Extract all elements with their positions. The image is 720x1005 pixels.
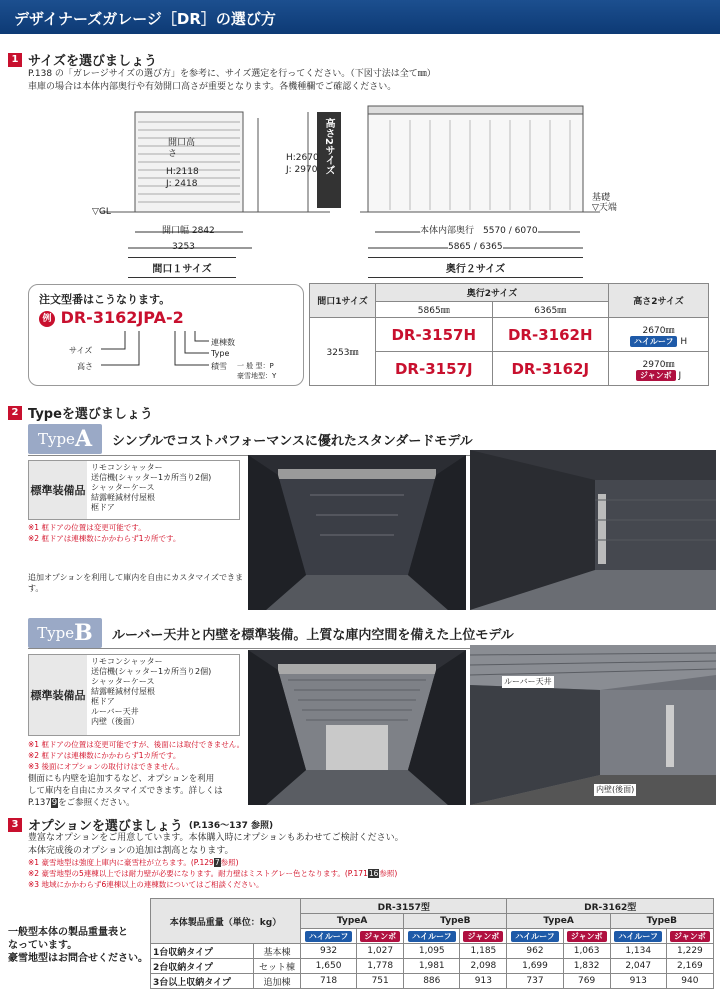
hiroof-badge: ハイルーフ	[305, 931, 353, 942]
model-3157h: DR-3157H	[376, 318, 493, 352]
model-3162h: DR-3162H	[492, 318, 609, 352]
std-label: 標準装備品	[29, 655, 87, 735]
typeA-col: TypeA	[301, 914, 404, 929]
cell: 1,027	[357, 944, 404, 959]
section-heading: Typeを選びましょう	[28, 407, 153, 422]
order-label-general: 一 般 型：P	[237, 362, 274, 370]
cell: 718	[301, 974, 357, 989]
typeA-col: TypeA	[507, 914, 610, 929]
row-kind: 追加棟	[253, 974, 300, 989]
typeB-text3-end: をご参照ください。	[58, 798, 135, 808]
typeB-tag-word: Type	[37, 624, 75, 642]
height-2-code: J	[678, 370, 682, 381]
typeA-text: 追加オプションを利用して庫内を自由にカスタマイズできます。	[28, 573, 244, 593]
cell: 2,169	[666, 959, 713, 974]
page-title: デザイナーズガレージ［DR］の選び方	[14, 10, 276, 28]
section3-note1-text: ※1 豪雪地型は強度上庫内に豪雪柱が立ちます。(P.129	[28, 858, 214, 867]
typeB-col: TypeB	[404, 914, 507, 929]
section3-note3: ※3 地域にかかわらず6連棟以上の連棟数についてはご相談ください。	[28, 880, 264, 889]
height2-label: 高さ2サイズ	[323, 118, 334, 175]
inner-wall-label: 内壁(後面)	[596, 785, 635, 794]
order-title: 注文型番はこうなります。	[39, 293, 171, 306]
order-label-height: 高さ	[77, 362, 93, 371]
jumbo-badge: ジャンボ	[360, 931, 400, 942]
jumbo-badge: ジャンボ	[463, 931, 503, 942]
height-1-cell	[609, 318, 709, 352]
row-kind: 基本棟	[253, 944, 300, 959]
height-head: 高さ2サイズ	[609, 284, 709, 318]
section-heading: サイズを選びましょう	[28, 54, 157, 69]
hi-col	[610, 929, 666, 944]
inner-depth: 本体内部奥行 5570 / 6070	[420, 226, 538, 236]
weight-head: 本体製品重量（単位：kg）	[151, 899, 301, 944]
section3-ref: (P.136〜137 参照)	[188, 821, 274, 831]
cell: 1,981	[404, 959, 460, 974]
std-item: シャッターケース	[91, 677, 155, 686]
cell: 751	[357, 974, 404, 989]
section3-line1: 豊富なオプションをご用意しています。本体購入時にオプションもあわせてご検討ください。	[28, 833, 404, 843]
hi-col	[507, 929, 563, 944]
order-label-size: サイズ	[69, 346, 93, 355]
note-line: 豪雪地型はお問合せください。	[8, 953, 148, 964]
open-width: 開口幅 2842	[162, 226, 215, 236]
gl-label: ▽GL	[92, 207, 111, 217]
order-label-count: 連棟数	[211, 338, 235, 347]
hi-col	[301, 929, 357, 944]
typeB-photo-inside	[470, 645, 716, 805]
weight-side-note	[8, 926, 148, 965]
jumbo-badge: ジャンボ	[670, 931, 710, 942]
open-height-j: J: 2418	[166, 179, 198, 189]
depth-head: 奥行2サイズ	[376, 284, 609, 302]
depth-2: 6365㎜	[492, 302, 609, 318]
group-3157: DR-3157型	[301, 899, 507, 914]
section-number: 3	[8, 818, 22, 832]
order-label-heavy: 豪雪地型：Y	[237, 372, 277, 380]
typeB-text1: 側面にも内壁を追加するなど、オプションを利用	[28, 774, 215, 784]
jumbo-badge: ジャンボ	[567, 931, 607, 942]
hi-col	[404, 929, 460, 944]
row-label: 1台収納タイプ	[151, 944, 254, 959]
garage-interior-image	[248, 455, 466, 610]
typeA-tag-letter: A	[74, 426, 93, 452]
note-line: 一般型本体の製品重量表と	[8, 927, 128, 938]
tenba-label: ▽天端	[592, 203, 617, 213]
std-item: リモコンシャッター	[91, 657, 163, 666]
frontage-label: 間口１サイズ	[128, 257, 236, 278]
cell: 940	[666, 974, 713, 989]
typeB-text3	[28, 797, 135, 809]
cell: 2,098	[460, 959, 507, 974]
typeB-photo-front	[248, 650, 466, 805]
typeB-note2: ※2 框ドアは連棟数にかかわらず1カ所です。	[28, 751, 181, 760]
note-line: なっています。	[8, 940, 78, 951]
std-item: 送信機(シャッター1カ所当り2個)	[91, 667, 212, 676]
typeB-col: TypeB	[610, 914, 713, 929]
std-item: ルーバー天井	[91, 707, 139, 716]
table-row	[151, 974, 714, 989]
typeA-photo-inside	[470, 450, 716, 610]
std-items	[87, 461, 215, 519]
cell: 737	[507, 974, 563, 989]
typeB-tag-letter: B	[74, 620, 93, 646]
jumbo-badge: ジャンボ	[636, 370, 676, 381]
open-height-h: H:2118	[166, 167, 199, 177]
open-height-label: 開口高さ	[168, 138, 196, 159]
depth-1: 5865㎜	[376, 302, 493, 318]
cell: 1,229	[666, 944, 713, 959]
typeB-standard-equipment	[28, 654, 240, 736]
section1-title	[8, 50, 157, 69]
page-icon: 7	[214, 858, 220, 867]
order-label-type: Type	[211, 349, 230, 358]
typeA-standard-equipment	[28, 460, 240, 520]
cell: 1,832	[563, 959, 610, 974]
cell: 1,185	[460, 944, 507, 959]
section3-line2: 本体完成後のオプションの追加は割高となります。	[28, 846, 234, 856]
cell: 769	[563, 974, 610, 989]
section3-note1-end: 参照)	[220, 858, 239, 867]
section-number: 1	[8, 53, 22, 67]
model-3162j: DR-3162J	[492, 352, 609, 386]
depth-label: 奥行２サイズ	[368, 257, 583, 278]
example-code: DR-3162JPA-2	[60, 308, 184, 327]
std-item: 送信機(シャッター1カ所当り2個)	[91, 473, 212, 482]
std-item: 框ドア	[91, 503, 115, 512]
frontage-value: 3253㎜	[310, 318, 376, 386]
typeA-tag	[28, 424, 102, 454]
jb-col	[666, 929, 713, 944]
hiroof-badge: ハイルーフ	[511, 931, 559, 942]
table-row	[151, 959, 714, 974]
order-number-box	[28, 284, 304, 386]
row-label: 3台以上収納タイプ	[151, 974, 254, 989]
typeB-note3: ※3 後面にオプションの取付けはできません。	[28, 762, 184, 771]
height-1: 2670㎜	[642, 325, 675, 336]
row-label: 2台収納タイプ	[151, 959, 254, 974]
weight-table	[150, 898, 714, 989]
cell: 1,134	[610, 944, 666, 959]
cell: 962	[507, 944, 563, 959]
typeA-header	[28, 424, 473, 454]
height-h: H:2670	[286, 153, 319, 163]
kiso-label: 基礎	[592, 193, 611, 203]
cell: 1,063	[563, 944, 610, 959]
section-number: 2	[8, 406, 22, 420]
page-icon: 9	[51, 798, 58, 808]
std-item: リモコンシャッター	[91, 463, 163, 472]
height-2-cell	[609, 352, 709, 386]
hiroof-badge: ハイルーフ	[408, 931, 456, 942]
section1-line1: P.138 の「ガレージサイズの選び方」を参考に、サイズ選定を行ってください。（下図寸法は全て㎜）	[28, 69, 436, 79]
std-item: 框ドア	[91, 697, 115, 706]
depth: 5865 / 6365	[448, 242, 503, 252]
cell: 2,047	[610, 959, 666, 974]
typeB-header	[28, 618, 514, 648]
std-items	[87, 655, 215, 735]
section2-title	[8, 403, 153, 422]
page-icon: 16	[368, 869, 379, 878]
model-3157j: DR-3157J	[376, 352, 493, 386]
frontage-head: 間口1サイズ	[310, 284, 376, 318]
height-2: 2970㎜	[642, 359, 675, 370]
typeA-tag-word: Type	[37, 430, 75, 448]
typeB-description: ルーバー天井と内壁を標準装備。上質な庫内空間を備えた上位モデル	[112, 627, 514, 643]
std-item: シャッターケース	[91, 483, 155, 492]
std-item: 内壁（後面）	[91, 717, 139, 726]
typeB-text2: して庫内を自由にカスタマイズできます。詳しくは	[28, 786, 223, 796]
jb-col	[357, 929, 404, 944]
std-item: 結露軽減材付屋根	[91, 493, 155, 502]
typeB-note1: ※1 框ドアの位置は変更可能ですが、後面には取付できません。	[28, 740, 245, 749]
cell: 1,650	[301, 959, 357, 974]
cell: 913	[610, 974, 666, 989]
garage-interior-image	[470, 450, 716, 610]
section3-note2-end: 参照)	[379, 869, 398, 878]
table-row	[151, 944, 714, 959]
cell: 913	[460, 974, 507, 989]
cell: 1,699	[507, 959, 563, 974]
cell: 1,778	[357, 959, 404, 974]
typeA-description: シンプルでコストパフォーマンスに優れたスタンダードモデル	[112, 433, 473, 449]
cell: 886	[404, 974, 460, 989]
louver-ceiling-label: ルーバー天井	[504, 677, 552, 686]
example-mark: 例	[39, 311, 55, 327]
order-label-snow: 積雪	[211, 362, 227, 371]
jb-col	[563, 929, 610, 944]
typeB-tag	[28, 618, 102, 648]
garage-interior-image	[470, 645, 716, 805]
section1-line2: 車庫の場合は本体内部奥行や有効開口高さが重要となります。各機種欄でご確認ください。	[28, 82, 397, 92]
jb-col	[460, 929, 507, 944]
garage-interior-image	[248, 650, 466, 805]
height-1-code: H	[680, 336, 688, 347]
hiroof-badge: ハイルーフ	[614, 931, 662, 942]
typeA-photo-front	[248, 455, 466, 610]
section-heading: オプションを選びましょう	[28, 819, 183, 834]
section3-note2-text: ※2 豪雪地型の5連棟以上では耐力壁が必要になります。耐力壁はミストグレー色となります。(P.171	[28, 869, 368, 878]
typeA-note2: ※2 框ドアは連棟数にかかわらず1カ所です。	[28, 534, 181, 543]
width: 3253	[172, 242, 195, 252]
cell: 932	[301, 944, 357, 959]
std-label: 標準装備品	[29, 461, 87, 519]
model-table	[309, 283, 709, 386]
height-j: J: 2970	[286, 165, 318, 175]
row-kind: セット棟	[253, 959, 300, 974]
typeB-page-ref: P.137	[28, 798, 51, 808]
cell: 1,095	[404, 944, 460, 959]
page-header	[0, 0, 720, 34]
hiroof-badge: ハイルーフ	[630, 336, 678, 347]
group-3162: DR-3162型	[507, 899, 714, 914]
std-item: 結露軽減材付屋根	[91, 687, 155, 696]
typeA-note1: ※1 框ドアの位置は変更可能です。	[28, 523, 146, 532]
